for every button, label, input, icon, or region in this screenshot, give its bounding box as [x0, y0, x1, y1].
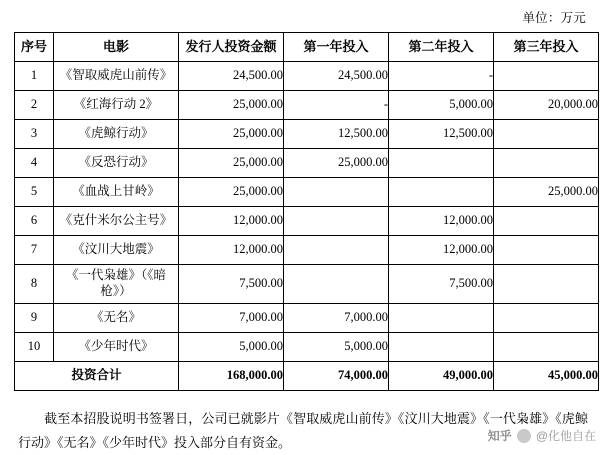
cell-year3 — [494, 149, 599, 178]
cell-film: 《无名》 — [54, 304, 179, 333]
table-total-row — [15, 362, 599, 391]
cell-total-year1: 74,000.00 — [284, 362, 389, 391]
watermark — [488, 427, 596, 444]
cell-year3 — [494, 265, 599, 304]
column-header-film: 电影 — [54, 33, 179, 62]
table-row — [15, 265, 599, 304]
table-body — [15, 62, 599, 391]
cell-film: 《智取威虎山前传》 — [54, 62, 179, 91]
cell-year1: 5,000.00 — [284, 333, 389, 362]
cell-year3 — [494, 236, 599, 265]
cell-year2 — [389, 333, 494, 362]
cell-year2: 12,500.00 — [389, 120, 494, 149]
watermark-username: @化他自在 — [535, 429, 596, 443]
cell-film: 《克什米尔公主号》 — [54, 207, 179, 236]
cell-year2 — [389, 304, 494, 333]
cell-index: 9 — [15, 304, 54, 333]
cell-index: 3 — [15, 120, 54, 149]
cell-film: 《一代枭雄》（《暗枪》） — [54, 265, 179, 304]
cell-year1 — [284, 236, 389, 265]
cell-film: 《少年时代》 — [54, 333, 179, 362]
column-header-amount: 发行人投资金额 — [179, 33, 284, 62]
cell-year3 — [494, 304, 599, 333]
cell-total-label: 投资合计 — [15, 362, 179, 391]
cell-year2: 7,500.00 — [389, 265, 494, 304]
cell-amount: 25,000.00 — [179, 149, 284, 178]
table-row — [15, 120, 599, 149]
table-row — [15, 236, 599, 265]
cell-year1 — [284, 265, 389, 304]
cell-year3 — [494, 207, 599, 236]
cell-amount: 7,500.00 — [179, 265, 284, 304]
cell-index: 5 — [15, 178, 54, 207]
cell-year3 — [494, 62, 599, 91]
cell-year3 — [494, 120, 599, 149]
cell-year3 — [494, 333, 599, 362]
table-row — [15, 178, 599, 207]
cell-amount: 5,000.00 — [179, 333, 284, 362]
table-row — [15, 62, 599, 91]
avatar — [517, 429, 531, 443]
cell-film: 《血战上甘岭》 — [54, 178, 179, 207]
cell-film: 《虎鲸行动》 — [54, 120, 179, 149]
cell-film: 《反恐行动》 — [54, 149, 179, 178]
footnote-text: 截至本招股说明书签署日，公司已就影片《智取威虎山前传》《汶川大地震》《一代枭雄》《虎鲸行动》《无名》《少年时代》投入部分自有资金。 — [18, 411, 588, 451]
zhihu-logo: 知乎 — [487, 429, 512, 443]
table-row — [15, 207, 599, 236]
table-header — [15, 33, 599, 62]
column-header-index: 序号 — [15, 33, 54, 62]
investment-table — [14, 32, 599, 391]
cell-year2: 12,000.00 — [389, 236, 494, 265]
cell-year1: 25,000.00 — [284, 149, 389, 178]
cell-index: 4 — [15, 149, 54, 178]
column-header-year2: 第二年投入 — [389, 33, 494, 62]
cell-year1: 7,000.00 — [284, 304, 389, 333]
unit-label: 单位：万元 — [522, 11, 586, 25]
cell-year2: 12,000.00 — [389, 207, 494, 236]
cell-amount: 25,000.00 — [179, 91, 284, 120]
table-row — [15, 333, 599, 362]
cell-film: 《红海行动 2》 — [54, 91, 179, 120]
cell-index: 2 — [15, 91, 54, 120]
cell-year1 — [284, 178, 389, 207]
cell-index: 8 — [15, 265, 54, 304]
cell-amount: 7,000.00 — [179, 304, 284, 333]
cell-index: 7 — [15, 236, 54, 265]
cell-amount: 24,500.00 — [179, 62, 284, 91]
column-header-year1: 第一年投入 — [284, 33, 389, 62]
cell-index: 10 — [15, 333, 54, 362]
cell-year2 — [389, 149, 494, 178]
table-row — [15, 149, 599, 178]
cell-year3: 25,000.00 — [494, 178, 599, 207]
table-row — [15, 91, 599, 120]
cell-year2: 5,000.00 — [389, 91, 494, 120]
table-header-row — [15, 33, 599, 62]
cell-film: 《汶川大地震》 — [54, 236, 179, 265]
cell-year1: - — [284, 91, 389, 120]
cell-amount: 12,000.00 — [179, 207, 284, 236]
cell-amount: 12,000.00 — [179, 236, 284, 265]
cell-amount: 25,000.00 — [179, 120, 284, 149]
table-row — [15, 304, 599, 333]
cell-year1: 12,500.00 — [284, 120, 389, 149]
cell-year3: 20,000.00 — [494, 91, 599, 120]
cell-year2 — [389, 178, 494, 207]
cell-amount: 25,000.00 — [179, 178, 284, 207]
cell-total-year3: 45,000.00 — [494, 362, 599, 391]
cell-year1 — [284, 207, 389, 236]
cell-index: 6 — [15, 207, 54, 236]
cell-index: 1 — [15, 62, 54, 91]
cell-year2: - — [389, 62, 494, 91]
cell-total-year2: 49,000.00 — [389, 362, 494, 391]
cell-total-amount: 168,000.00 — [179, 362, 284, 391]
cell-year1: 24,500.00 — [284, 62, 389, 91]
column-header-year3: 第三年投入 — [494, 33, 599, 62]
